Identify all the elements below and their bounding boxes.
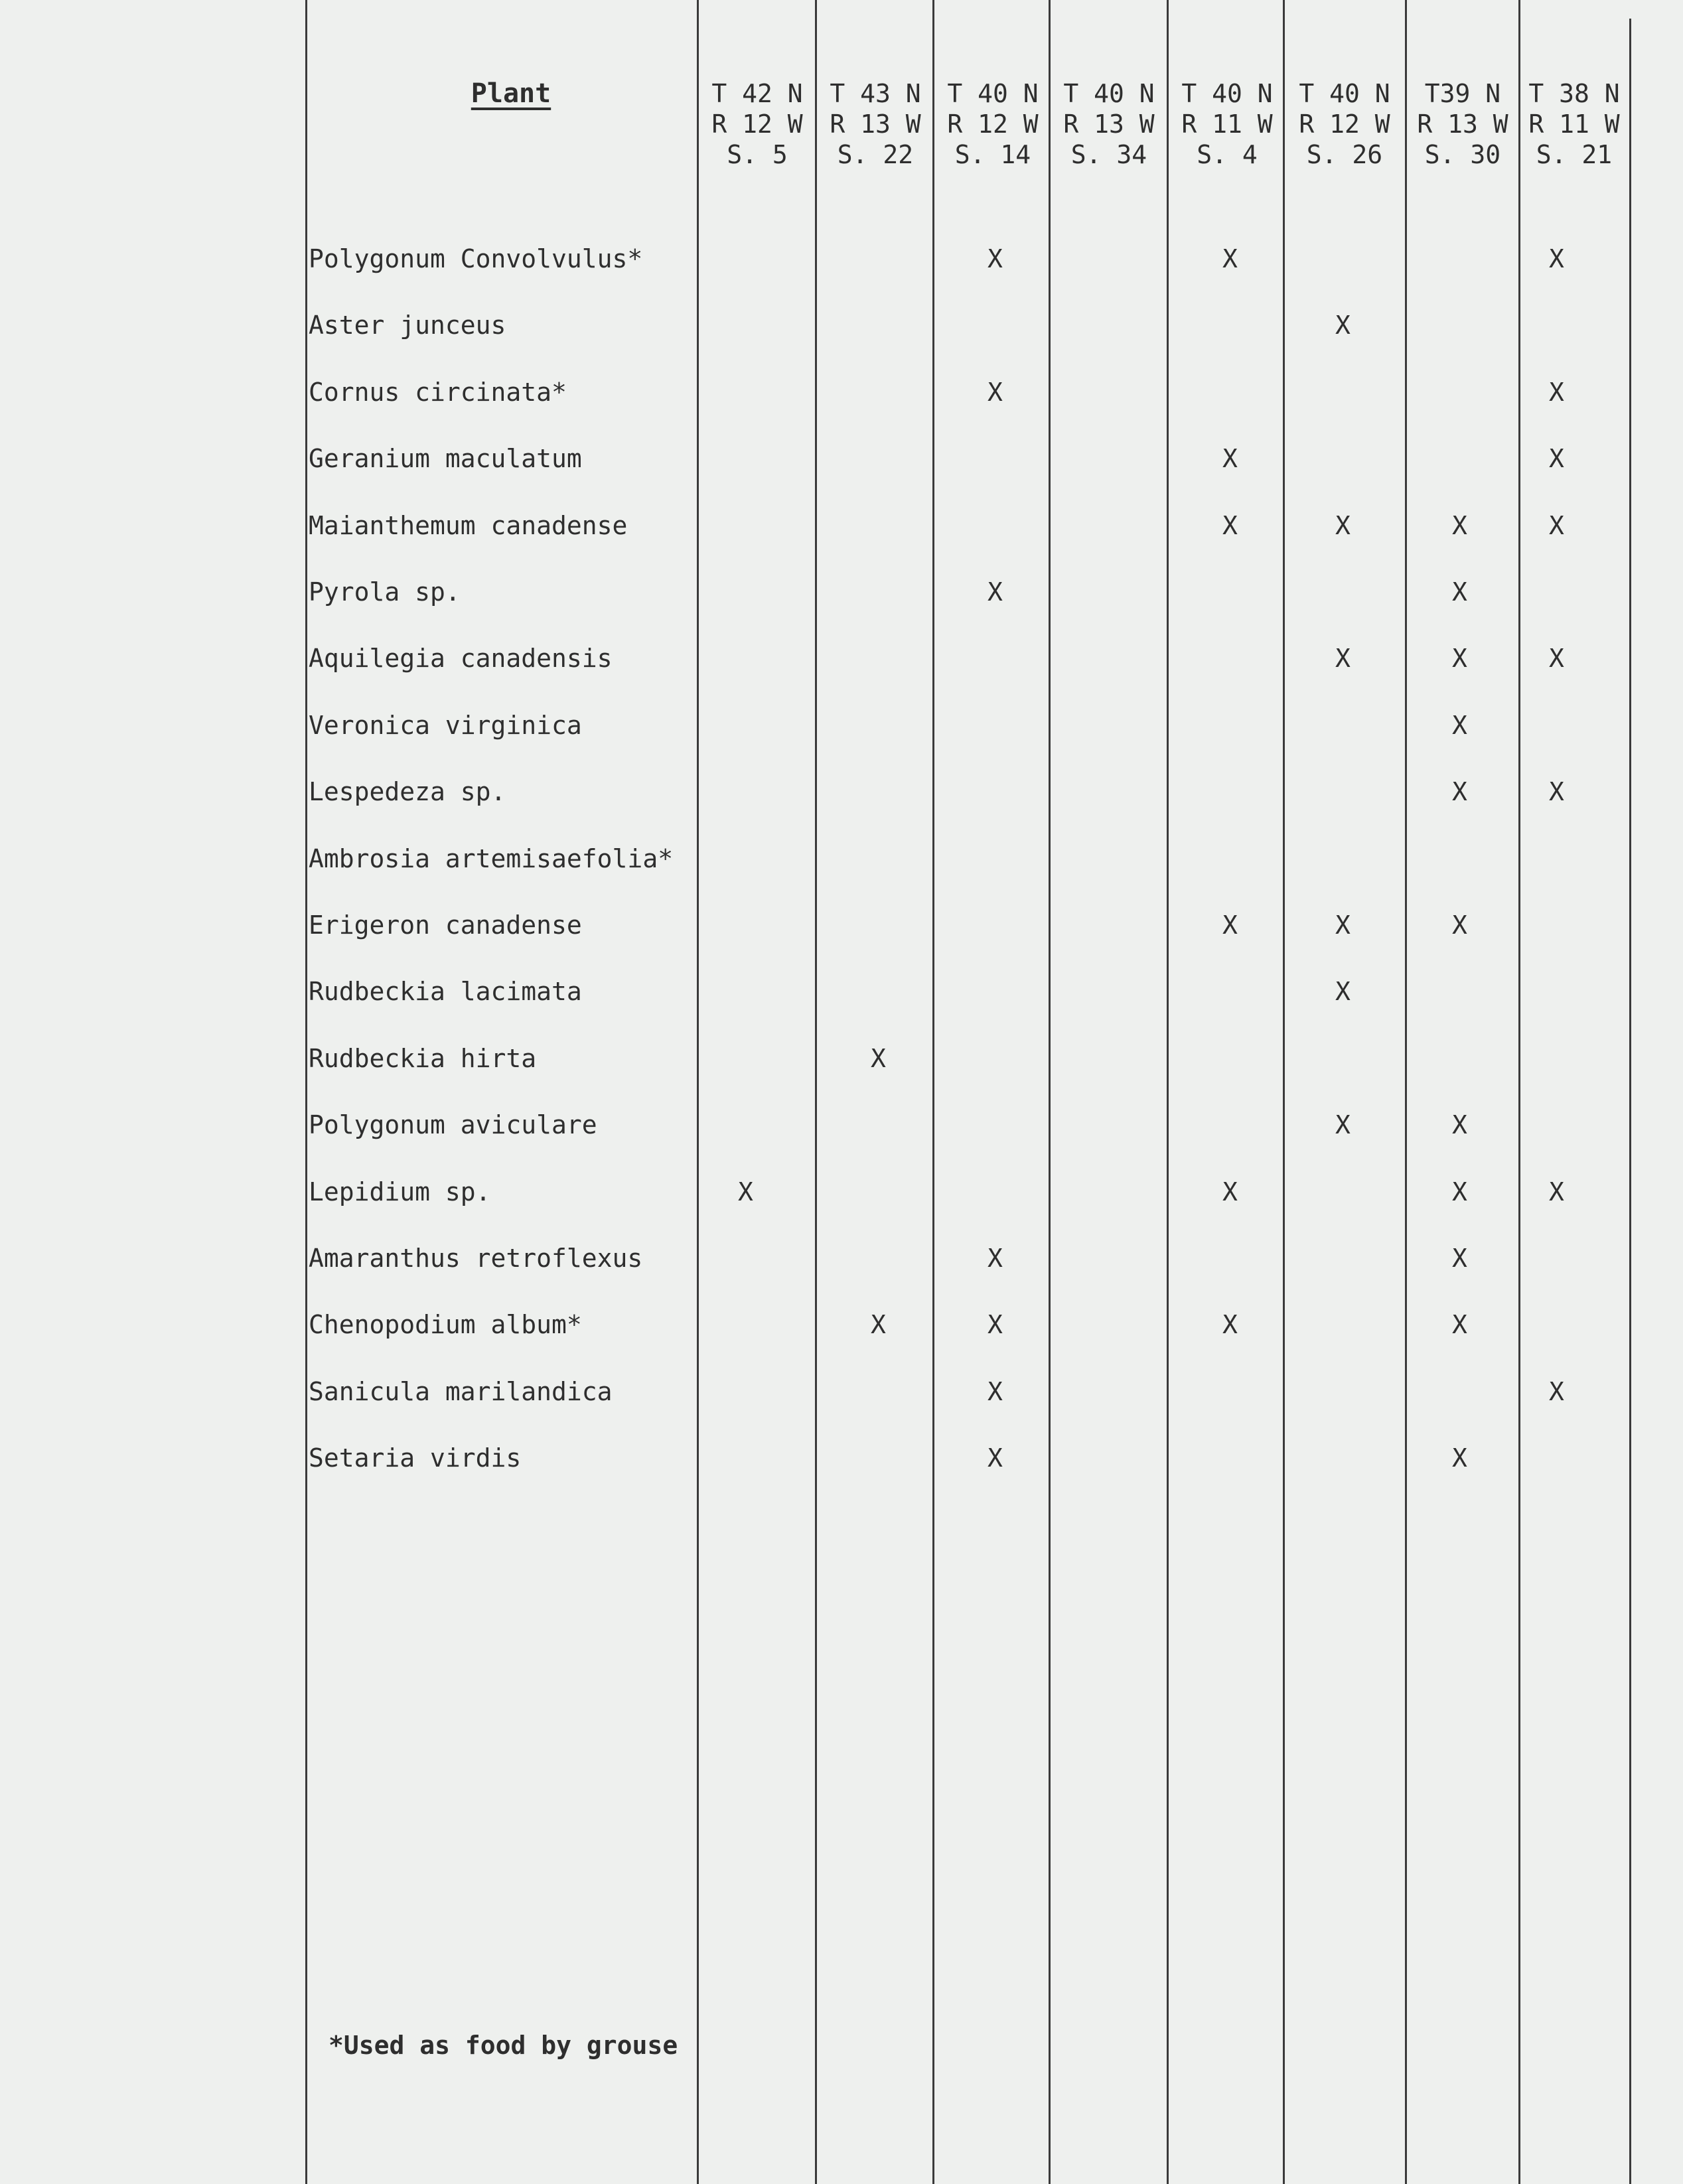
column-rule (1283, 0, 1285, 2184)
presence-mark: X (988, 1376, 1003, 1406)
column-rule (1405, 0, 1407, 2184)
plant-name: Geranium maculatum (309, 444, 582, 474)
column-rule (697, 0, 699, 2184)
presence-mark: X (871, 1310, 886, 1340)
section-label: S. 34 (1070, 140, 1147, 169)
range-label: R 12 W (947, 109, 1039, 139)
plant-name: Maianthemum canadense (309, 510, 628, 540)
township-column-header (1169, 78, 1285, 170)
township-column-header (1408, 78, 1518, 170)
presence-mark: X (1452, 1110, 1467, 1140)
section-label: S. 22 (837, 140, 914, 169)
presence-mark: X (1452, 1244, 1467, 1273)
presence-mark: X (1222, 510, 1238, 540)
township-column-header (1285, 78, 1404, 170)
presence-mark: X (988, 244, 1003, 273)
township-column-header (1051, 78, 1167, 170)
township-column-header (1521, 78, 1627, 170)
township-label: T 38 N (1528, 79, 1620, 108)
range-label: R 12 W (711, 109, 803, 139)
presence-mark: X (1549, 510, 1564, 540)
township-label: T 40 N (947, 79, 1039, 108)
range-label: R 11 W (1528, 109, 1620, 139)
township-label: T 43 N (830, 79, 921, 108)
township-column-header (699, 78, 815, 170)
footnote: *Used as food by grouse (329, 2031, 678, 2060)
presence-mark: X (1452, 577, 1467, 607)
section-label: S. 4 (1197, 140, 1258, 169)
township-column-header (818, 78, 933, 170)
range-label: R 13 W (830, 109, 921, 139)
plant-name: Sanicula marilandica (309, 1376, 613, 1406)
presence-mark: X (1549, 1177, 1564, 1206)
range-label: R 13 W (1417, 109, 1508, 139)
presence-mark: X (1549, 777, 1564, 807)
township-label: T 42 N (711, 79, 803, 108)
column-rule (305, 0, 307, 2184)
plant-name: Ambrosia artemisaefolia* (309, 843, 674, 873)
section-label: S. 30 (1424, 140, 1501, 169)
plant-name: Polygonum Convolvulus* (309, 244, 643, 273)
range-label: R 13 W (1063, 109, 1155, 139)
plant-name: Rudbeckia lacimata (309, 977, 582, 1007)
township-column-header (935, 78, 1051, 170)
section-label: S. 26 (1306, 140, 1383, 169)
presence-mark: X (1549, 444, 1564, 474)
column-rule (1049, 0, 1051, 2184)
presence-mark: X (1549, 377, 1564, 407)
plant-name: Polygonum aviculare (309, 1110, 597, 1140)
township-label: T 40 N (1181, 79, 1273, 108)
plant-column-header: Plant (471, 78, 551, 109)
plant-name: Veronica virginica (309, 710, 582, 740)
plant-name: Rudbeckia hirta (309, 1043, 537, 1073)
plant-name: Aquilegia canadensis (309, 644, 613, 674)
township-label: T 40 N (1299, 79, 1390, 108)
presence-mark: X (1335, 644, 1351, 674)
presence-mark: X (988, 377, 1003, 407)
plant-name: Cornus circinata* (309, 377, 567, 407)
presence-mark: X (1222, 444, 1238, 474)
presence-mark: X (988, 1443, 1003, 1473)
presence-mark: X (1335, 311, 1351, 340)
township-label: T39 N (1424, 79, 1501, 108)
presence-mark: X (1335, 977, 1351, 1007)
plant-name: Setaria virdis (309, 1443, 522, 1473)
presence-mark: X (988, 1310, 1003, 1340)
presence-mark: X (1222, 244, 1238, 273)
range-label: R 12 W (1299, 109, 1390, 139)
presence-mark: X (1335, 510, 1351, 540)
column-rule (1167, 0, 1169, 2184)
presence-mark: X (871, 1043, 886, 1073)
range-label: R 11 W (1181, 109, 1273, 139)
plant-name: Erigeron canadense (309, 910, 582, 940)
presence-mark: X (1222, 910, 1238, 940)
section-label: S. 21 (1536, 140, 1613, 169)
column-rule (815, 0, 817, 2184)
section-label: S. 14 (954, 140, 1031, 169)
plant-name: Lepidium sp. (309, 1177, 491, 1206)
presence-mark: X (988, 1244, 1003, 1273)
presence-mark: X (738, 1177, 753, 1206)
plant-name: Aster junceus (309, 311, 506, 340)
presence-mark: X (1452, 777, 1467, 807)
column-rule (1518, 0, 1520, 2184)
presence-mark: X (1452, 710, 1467, 740)
presence-mark: X (1222, 1310, 1238, 1340)
column-rule (932, 0, 934, 2184)
presence-mark: X (1452, 910, 1467, 940)
presence-mark: X (1452, 1177, 1467, 1206)
presence-mark: X (988, 577, 1003, 607)
presence-mark: X (1335, 910, 1351, 940)
township-label: T 40 N (1063, 79, 1155, 108)
plant-name: Chenopodium album* (309, 1310, 582, 1340)
presence-mark: X (1452, 1443, 1467, 1473)
presence-mark: X (1452, 510, 1467, 540)
column-rule (1629, 19, 1631, 2184)
plant-name: Pyrola sp. (309, 577, 461, 607)
section-label: S. 5 (727, 140, 788, 169)
plant-name: Amaranthus retroflexus (309, 1244, 643, 1273)
presence-mark: X (1335, 1110, 1351, 1140)
presence-mark: X (1222, 1177, 1238, 1206)
presence-mark: X (1549, 1376, 1564, 1406)
presence-mark: X (1452, 1310, 1467, 1340)
presence-mark: X (1549, 244, 1564, 273)
presence-mark: X (1549, 644, 1564, 674)
presence-mark: X (1452, 644, 1467, 674)
plant-name: Lespedeza sp. (309, 777, 506, 807)
